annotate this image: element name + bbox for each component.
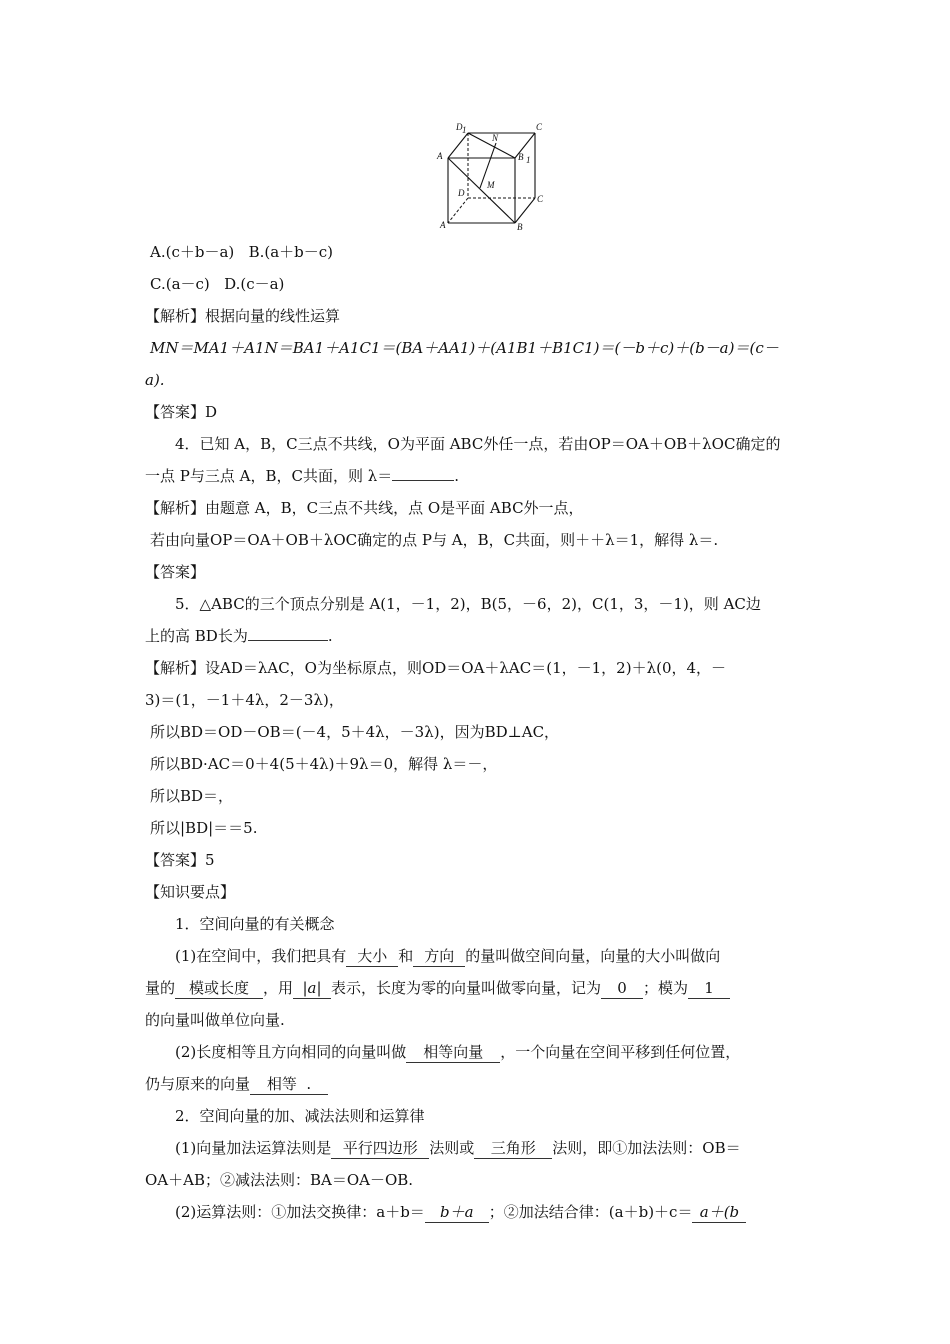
cube-figure [430,118,570,236]
label-d1-sub: 1 [462,125,467,135]
blank-equal: 相等 . [250,1074,328,1095]
q5-analysis-1: 【解析】设AD＝λAC，O为坐标原点，则OD＝OA＋λAC＝(1，－1，2)＋λ(0，4，－ [145,659,727,677]
label-m: M [487,180,495,190]
q5-analysis-2: 3)＝(1，－1＋4λ，2－3λ)， [145,691,344,709]
q5-answer: 【答案】5 [145,851,215,869]
blank-size: 大小 [346,946,398,967]
label-a1: A [437,151,443,161]
knowledge-title: 【知识要点】 [145,883,236,901]
k-p3-line-1: (1)向量加法运算法则是 平行四边形 法则或 三角形 法则，即①加法法则：OB＝ [175,1139,741,1157]
q4-analysis-1: 【解析】由题意 A，B，C三点不共线，点 O是平面 ABC外一点， [145,499,584,517]
blank-commutative: b＋a [425,1202,489,1223]
q4-answer: 【答案】 [145,563,206,581]
q5-analysis-6: 所以|BD|＝＝5. [150,819,258,837]
blank-parallelogram: 平行四边形 [331,1138,429,1159]
option-b: B.(a＋b－c) [248,243,334,261]
section-2-title: 2．空间向量的加、减法法则和运算律 [175,1107,425,1125]
k-p3-line-2: OA＋AB；②减法法则：BA＝OA－OB. [145,1171,414,1189]
q4-line-2: 一点 P与三点 A，B，C共面，则 λ＝ . [145,467,460,485]
q4-analysis-2: 若由向量OP＝OA＋OB＋λOC确定的点 P与 A，B，C共面，则＋＋λ＝1，解得 λ＝. [150,531,719,549]
blank-direction: 方向 [413,946,465,967]
option-c: C.(a－c) [150,275,210,293]
k-p1-line-1: (1)在空间中，我们把具有 大小 和 方向 的量叫做空间向量，向量的大小叫做向 [175,947,721,965]
option-a: A.(c＋b－a) [150,243,235,261]
q4-line-1: 4．已知 A，B，C三点不共线，O为平面 ABC外任一点，若由OP＝OA＋OB＋λOC确定的 [175,435,781,453]
label-c: C [537,194,544,204]
q3-answer: 【答案】D [145,403,218,421]
q4-blank [392,466,454,481]
q5-analysis-3: 所以BD＝OD－OB＝(－4，5＋4λ，－3λ)，因为BD⊥AC， [150,723,560,741]
label-d: D [458,188,465,198]
label-a: A [440,220,446,230]
q5-line-1: 5．△ABC的三个顶点分别是 A(1，－1，2)，B(5，－6，2)，C(1，3，－1)，则 AC边 [175,595,761,613]
q3-formula-2: a). [145,371,165,389]
q5-analysis-4: 所以BD·AC＝0＋4(5＋4λ)＋9λ＝0，解得 λ＝－， [150,755,498,773]
label-d1: D [456,122,463,132]
blank-associative: a＋(b [692,1202,746,1223]
label-b1-sub: 1 [526,155,531,165]
q5-line-2: 上的高 BD长为 . [145,627,333,645]
k-p1-line-2: 量的 模或长度 ，用 |a| 表示，长度为零的向量叫做零向量，记为 0 ；模为 1 [145,978,730,999]
k-p2-line-2: 仍与原来的向量 相等 . [145,1074,328,1095]
blank-modulus: 模或长度 [175,978,263,999]
q5-blank [248,626,328,641]
blank-one: 1 [688,978,730,999]
q3-options-cd [150,274,284,294]
label-c1: C [536,122,543,132]
section-1-title: 1．空间向量的有关概念 [175,915,335,933]
q3-analysis: 【解析】根据向量的线性运算 [145,307,341,325]
k-p2-line-1: (2)长度相等且方向相同的向量叫做 相等向量 ，一个向量在空间平移到任何位置， [175,1043,741,1061]
label-b: B [517,222,523,232]
blank-abs: |a| [293,978,331,999]
q3-formula-1: MN＝MA1＋A1N＝BA1＋A1C1＝(BA＋AA1)＋(A1B1＋B1C1)＝(－b＋c)＋(b－a)＝(c－ [150,339,779,357]
q3-options-ab [150,242,333,262]
blank-triangle: 三角形 [474,1138,552,1159]
label-n: N [492,133,499,143]
label-b1: B [518,152,524,162]
k-p4-line-1: (2)运算法则：①加法交换律：a＋b＝ b＋a ；②加法结合律：(a＋b)＋c＝ a＋(b [175,1202,746,1223]
option-d: D.(c－a) [224,275,285,293]
k-p1-line-3: 的向量叫做单位向量. [145,1011,285,1029]
q5-analysis-5: 所以BD＝， [150,787,234,805]
blank-zero: 0 [601,978,643,999]
blank-equal-vector: 相等向量 [406,1042,500,1063]
